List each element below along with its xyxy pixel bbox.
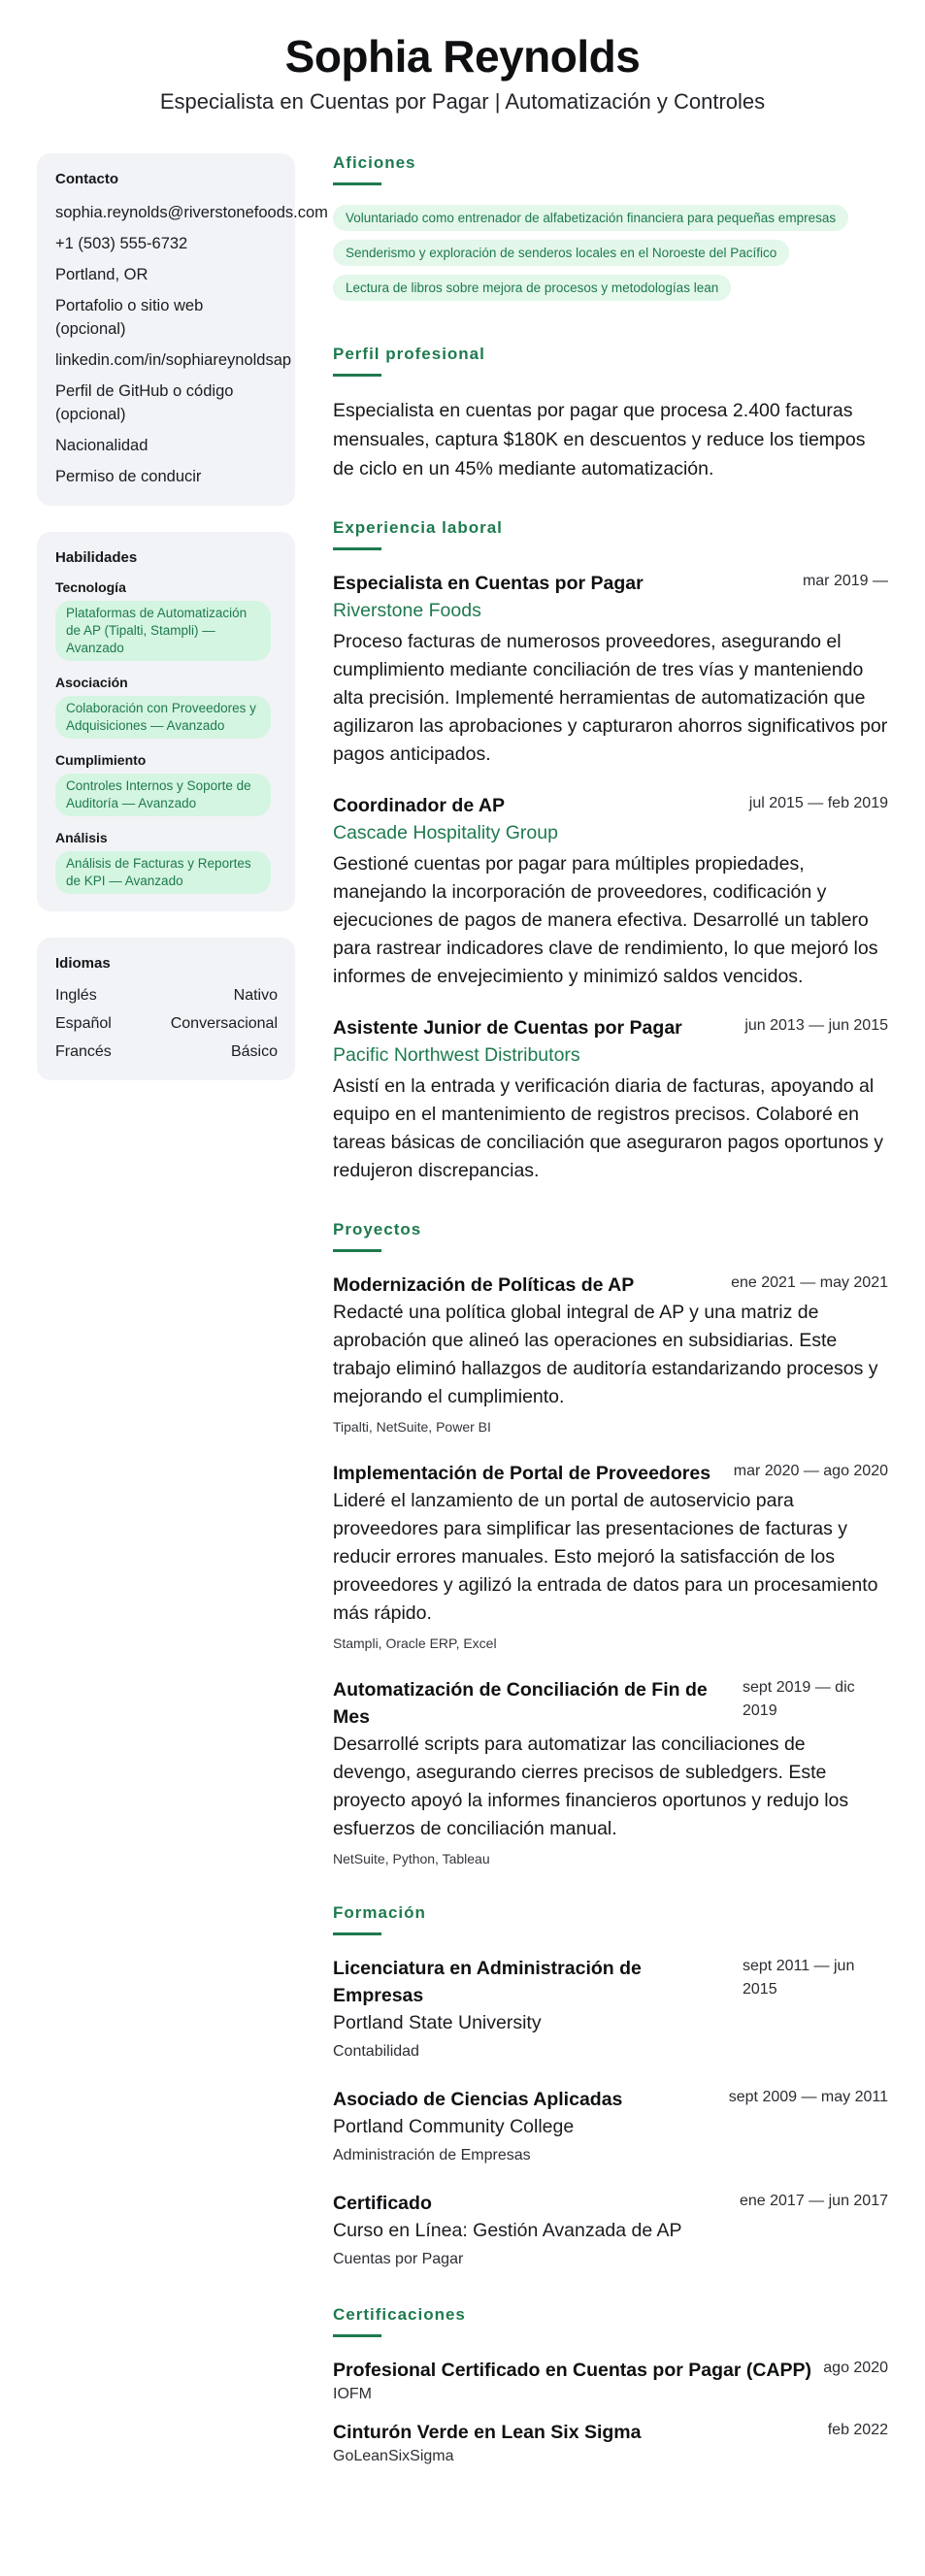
certification-date: ago 2020: [823, 2360, 888, 2376]
job-description: Asistí en la entrada y verificación diaria de facturas, apoyando al equipo en el mantenimiento de registros precisos. Colaboré en tareas básicas de conciliación que aseguraron pagos oportunos y redujeron discrepancias.: [333, 1075, 883, 1181]
project-dates: mar 2020 — ago 2020: [733, 1463, 888, 1479]
skill-category: Análisis: [55, 830, 108, 845]
project-description: Lideré el lanzamiento de un portal de autoservicio para proveedores para simplificar las presentaciones de facturas y reducir errores manuales. Esto mejoró la satisfacción de los proveedores y agilizó la entrada de datos para un procesamiento más rápido.: [333, 1490, 878, 1624]
education-dates: ene 2017 — jun 2017: [739, 2193, 888, 2209]
skill-category: Cumplimiento: [55, 752, 147, 768]
project-name: Implementación de Portal de Proveedores: [333, 1463, 711, 1484]
degree-name: Certificado: [333, 2193, 432, 2214]
job-title: Coordinador de AP: [333, 795, 505, 816]
section-title: Formación: [333, 1903, 426, 1922]
contact-nationality: Nacionalidad: [55, 437, 149, 454]
degree-name: Licenciatura en Administración de Empresas: [333, 1958, 642, 2006]
skill-chip: Análisis de Facturas y Reportes de KPI — Avanzado: [55, 851, 271, 894]
job-title: Especialista en Cuentas por Pagar: [333, 573, 644, 594]
languages-card: [37, 938, 295, 1080]
project-tech: NetSuite, Python, Tableau: [333, 1851, 490, 1866]
skill-chip: Colaboración con Proveedores y Adquisiciones — Avanzado: [55, 696, 271, 739]
experience-entry: [333, 570, 888, 769]
certification-date: feb 2022: [827, 2422, 888, 2438]
skill-group: [55, 675, 278, 739]
education-entry: [333, 2086, 888, 2166]
skill-category: Asociación: [55, 675, 128, 690]
job-description: Gestioné cuentas por pagar para múltiples propiedades, manejando la incorporación de proveedores, codificación y ejecuciones de pagos de manera efectiva. Desarrollé un tablero para rastrear indicadores clave de rendimiento, lo que mejoró los informes de envejecimiento y minimizó saldos vencidos.: [333, 853, 878, 987]
certification-entry: [333, 2419, 888, 2467]
candidate-name: Sophia Reynolds: [284, 31, 641, 82]
certification-name: Profesional Certificado en Cuentas por Pagar (CAPP): [333, 2360, 812, 2381]
interest-chip: Senderismo y exploración de senderos locales en el Noroeste del Pacífico: [333, 240, 789, 266]
interest-chip: Voluntariado como entrenador de alfabetización financiera para pequeñas empresas: [333, 205, 848, 231]
project-dates: sept 2019 — dic 2019: [743, 1679, 855, 1719]
profile-section: [333, 345, 888, 483]
experience-section: [333, 518, 888, 1185]
contact-github[interactable]: Perfil de GitHub o código (opcional): [55, 382, 234, 423]
company-name: Cascade Hospitality Group: [333, 822, 558, 843]
language-name: Francés: [55, 1043, 112, 1060]
project-dates: ene 2021 — may 2021: [731, 1274, 888, 1291]
company-name: Riverstone Foods: [333, 600, 481, 621]
skill-chip: Controles Internos y Soporte de Auditoría — Avanzado: [55, 774, 271, 816]
field-of-study: Cuentas por Pagar: [333, 2251, 464, 2267]
education-entry: [333, 2190, 888, 2270]
skill-category: Tecnología: [55, 579, 126, 595]
contact-location: Portland, OR: [55, 266, 149, 283]
section-title: Aficiones: [333, 153, 416, 172]
job-dates: mar 2019 —: [802, 573, 888, 589]
project-tech: Stampli, Oracle ERP, Excel: [333, 1635, 497, 1651]
skill-group: [55, 579, 278, 661]
certification-issuer: IOFM: [333, 2386, 372, 2402]
contact-linkedin[interactable]: linkedin.com/in/sophiareynoldsap: [55, 351, 292, 369]
skills-title: Habilidades: [55, 549, 138, 566]
section-divider: [333, 182, 381, 185]
interests-section: [333, 153, 888, 310]
job-title: Asistente Junior de Cuentas por Pagar: [333, 1017, 682, 1039]
language-name: Inglés: [55, 987, 97, 1004]
project-name: Automatización de Conciliación de Fin de Mes: [333, 1679, 708, 1728]
language-row: [55, 1041, 278, 1063]
contact-phone[interactable]: +1 (503) 555-6732: [55, 235, 188, 252]
project-entry: [333, 1460, 888, 1653]
field-of-study: Administración de Empresas: [333, 2147, 531, 2163]
school-name: Portland Community College: [333, 2116, 575, 2137]
projects-section: [333, 1220, 888, 1868]
section-divider: [333, 2334, 381, 2337]
section-title: Experiencia laboral: [333, 518, 503, 537]
education-dates: sept 2009 — may 2011: [728, 2089, 888, 2105]
main-column: [333, 153, 888, 2502]
language-row: [55, 1013, 278, 1035]
certification-entry: [333, 2357, 888, 2405]
language-level: Nativo: [233, 987, 278, 1004]
school-name: Curso en Línea: Gestión Avanzada de AP: [333, 2220, 682, 2241]
contact-card: [37, 153, 328, 506]
skill-group: [55, 752, 278, 816]
experience-entry: [333, 792, 888, 991]
school-name: Portland State University: [333, 2012, 542, 2033]
section-divider: [333, 547, 381, 550]
education-section: [333, 1903, 888, 2270]
section-divider: [333, 1249, 381, 1252]
language-level: Básico: [230, 1043, 278, 1060]
language-level: Conversacional: [170, 1015, 278, 1032]
skill-chip: Plataformas de Automatización de AP (Tipalti, Stampli) — Avanzado: [55, 601, 271, 661]
education-entry: [333, 1955, 888, 2063]
certifications-section: [333, 2305, 888, 2467]
candidate-headline: Especialista en Cuentas por Pagar | Automatización y Controles: [159, 89, 766, 114]
language-name: Español: [55, 1015, 112, 1032]
profile-summary: Especialista en cuentas por pagar que procesa 2.400 facturas mensuales, captura $180K en descuentos y reduce los tiempos de ciclo en un 45% mediante automatización.: [333, 400, 866, 479]
section-title: Perfil profesional: [333, 345, 485, 363]
contact-driving-license: Permiso de conducir: [55, 468, 202, 485]
skill-group: [55, 830, 278, 894]
education-dates: sept 2011 — jun 2015: [743, 1958, 855, 1998]
job-description: Proceso facturas de numerosos proveedores, asegurando el cumplimiento mediante conciliación de tres vías y manteniendo alta precisión. Implementé herramientas de automatización que agilizaron las aprobaciones y capturaron ahorros significativos por pagos anticipados.: [333, 631, 888, 765]
contact-email[interactable]: sophia.reynolds@riverstonefoods.com: [55, 204, 328, 221]
resume-header: [0, 27, 925, 116]
experience-entry: [333, 1014, 888, 1185]
project-description: Redacté una política global integral de AP y una matriz de aprobación que alineó las operaciones en subsidiarias. Este trabajo eliminó hallazgos de auditoría estandarizando procesos y mejorando el cumplimiento.: [333, 1302, 878, 1407]
sidebar: [37, 153, 328, 1106]
section-divider: [333, 1932, 381, 1935]
section-title: Certificaciones: [333, 2305, 466, 2324]
job-dates: jul 2015 — feb 2019: [748, 795, 888, 811]
section-title: Proyectos: [333, 1220, 422, 1238]
field-of-study: Contabilidad: [333, 2043, 419, 2060]
degree-name: Asociado de Ciencias Aplicadas: [333, 2089, 623, 2110]
section-divider: [333, 374, 381, 377]
project-name: Modernización de Políticas de AP: [333, 1274, 635, 1296]
project-description: Desarrollé scripts para automatizar las conciliaciones de devengo, asegurando cierres precisos de subledgers. Este proyecto apoyó la informes financieros oportunos y redujo los esfuerzos de conciliación manual.: [333, 1734, 849, 1839]
project-tech: Tipalti, NetSuite, Power BI: [333, 1419, 491, 1435]
company-name: Pacific Northwest Distributors: [333, 1044, 580, 1066]
language-row: [55, 985, 278, 1007]
skills-card: [37, 532, 295, 911]
certification-issuer: GoLeanSixSigma: [333, 2448, 454, 2464]
job-dates: jun 2013 — jun 2015: [744, 1017, 888, 1034]
certification-name: Cinturón Verde en Lean Six Sigma: [333, 2422, 642, 2443]
contact-title: Contacto: [55, 171, 118, 187]
project-entry: [333, 1676, 888, 1868]
project-entry: [333, 1271, 888, 1437]
interest-chip: Lectura de libros sobre mejora de procesos y metodologías lean: [333, 275, 731, 301]
contact-portfolio[interactable]: Portafolio o sitio web (opcional): [55, 297, 204, 338]
languages-title: Idiomas: [55, 955, 111, 972]
